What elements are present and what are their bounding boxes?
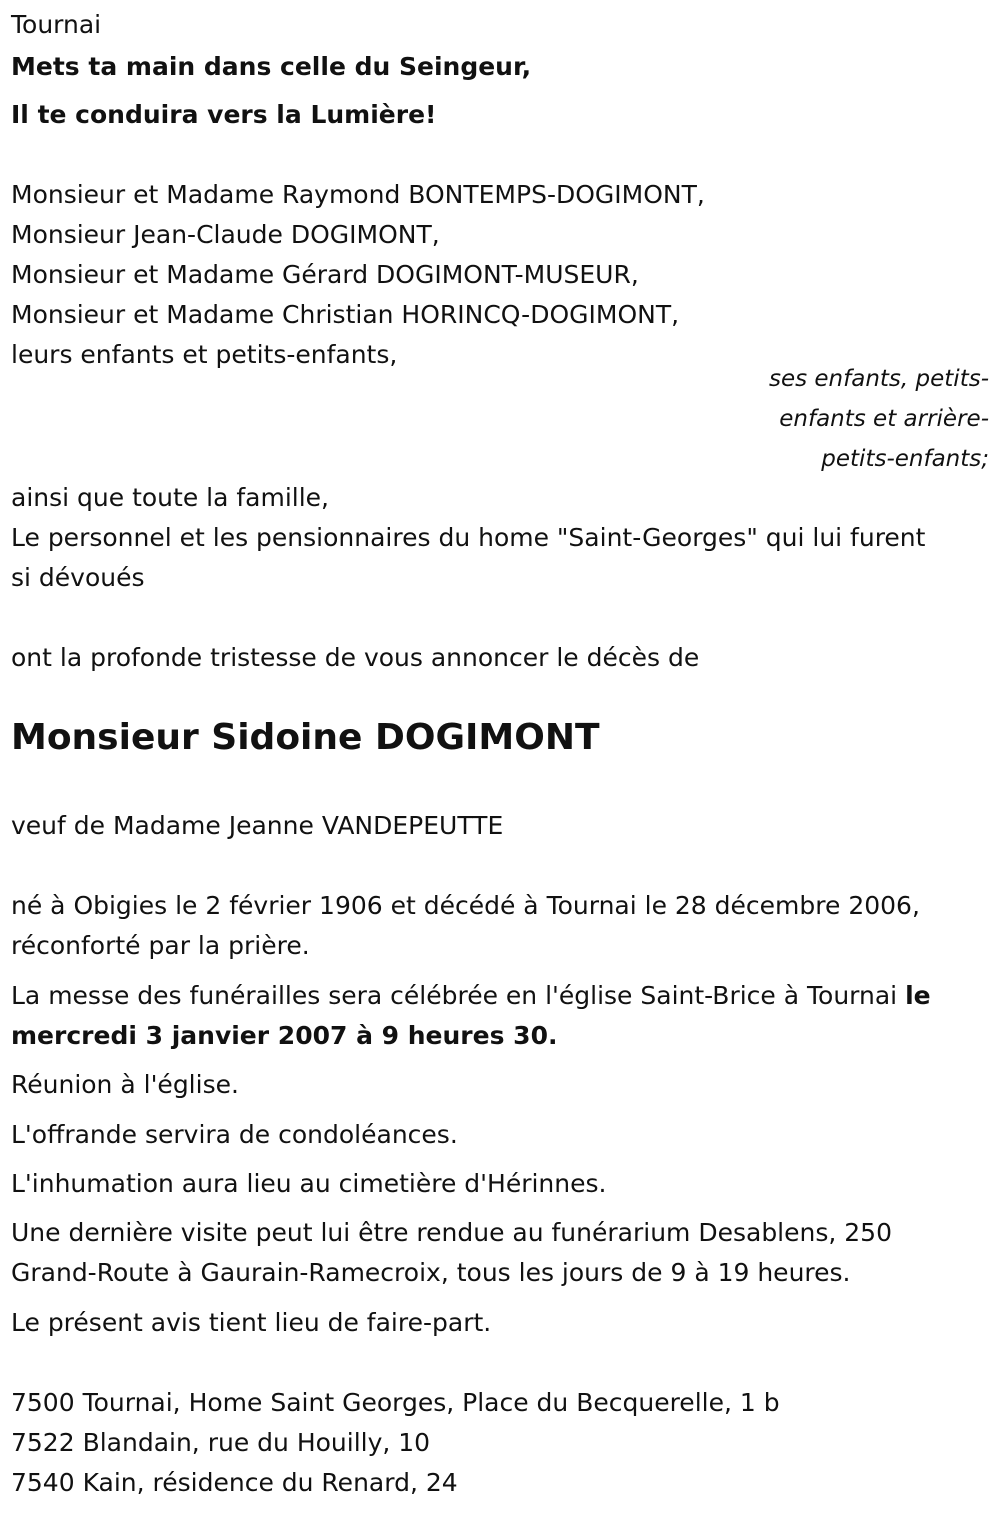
widower-text: veuf de Madame Jeanne VANDEPEUTTE	[11, 811, 504, 840]
address-line-2: 7522 Blandain, rue du Houilly, 10	[11, 1428, 431, 1457]
burial-text: L'inhumation aura lieu au cimetière d'Hérinnes.	[11, 1169, 607, 1198]
city-heading: Tournai	[11, 10, 102, 39]
offering-text: L'offrande servira de condoléances.	[11, 1120, 458, 1149]
address-line-3: 7540 Kain, résidence du Renard, 24	[11, 1468, 458, 1497]
deceased-name: Monsieur Sidoine DOGIMONT	[11, 717, 600, 758]
notice-text: Le présent avis tient lieu de faire-part.	[11, 1308, 492, 1337]
mass-bold-le: le	[905, 981, 931, 1010]
family-line-3: Monsieur et Madame Gérard DOGIMONT-MUSEUR,	[11, 260, 639, 289]
meeting-text: Réunion à l'église.	[11, 1070, 239, 1099]
mass-date: mercredi 3 janvier 2007 à 9 heures 30.	[11, 1021, 558, 1050]
others-line-3: si dévoués	[11, 563, 145, 592]
announcement-text: ont la profonde tristesse de vous annoncer le décès de	[11, 643, 700, 672]
family-line-4: Monsieur et Madame Christian HORINCQ-DOGIMONT,	[11, 300, 680, 329]
family-line-1: Monsieur et Madame Raymond BONTEMPS-DOGIMONT,	[11, 180, 705, 209]
address-line-1: 7500 Tournai, Home Saint Georges, Place du Becquerelle, 1 b	[11, 1388, 780, 1417]
family-line-2: Monsieur Jean-Claude DOGIMONT,	[11, 220, 440, 249]
descendants-line-2: enfants et arrière-	[779, 406, 989, 432]
birth-death-line-1: né à Obigies le 2 février 1906 et décédé à Tournai le 28 décembre 2006,	[11, 891, 920, 920]
others-line-1: ainsi que toute la famille,	[11, 483, 329, 512]
mass-text: La messe des funérailles sera célébrée en l'église Saint-Brice à Tournai	[11, 981, 906, 1010]
descendants-line-3: petits-enfants;	[821, 446, 989, 472]
mass-line-1	[11, 976, 931, 1016]
verse-line-1: Mets ta main dans celle du Seingeur,	[11, 52, 532, 81]
birth-death-line-2: réconforté par la prière.	[11, 931, 310, 960]
visit-line-1: Une dernière visite peut lui être rendue au funérarium Desablens, 250	[11, 1218, 892, 1247]
descendants-line-1: ses enfants, petits-	[768, 366, 989, 392]
visit-line-2: Grand-Route à Gaurain-Ramecroix, tous les jours de 9 à 19 heures.	[11, 1258, 851, 1287]
family-line-5: leurs enfants et petits-enfants,	[11, 340, 398, 369]
verse-line-2: Il te conduira vers la Lumière!	[11, 100, 437, 129]
others-line-2: Le personnel et les pensionnaires du home "Saint-Georges" qui lui furent	[11, 523, 926, 552]
